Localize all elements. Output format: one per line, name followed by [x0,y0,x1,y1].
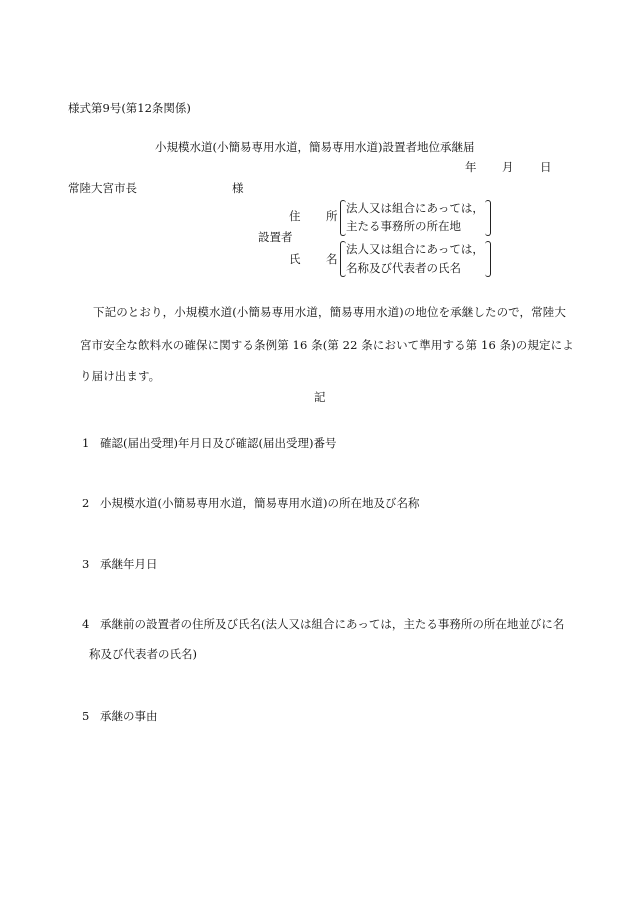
form-number: 様式第9号(第12条関係) [68,101,191,115]
item-1-number: 1 [82,436,90,450]
item-5-number: 5 [82,709,90,723]
item-2-text: 小規模水道(小簡易専用水道，簡易専用水道)の所在地及び名称 [100,496,420,510]
body-line-2: 宮市安全な飲料水の確保に関する条例第 16 条(第 22 条において準用する第 16 条)の規定によ [80,338,574,352]
date-year: 年 [465,160,477,174]
applicant-role-label: 設置者 [258,230,293,244]
item-2-number: 2 [82,496,90,510]
address-note-1: 法人又は組合にあっては， [346,201,484,215]
item-4-text: 承継前の設置者の住所及び氏名(法人又は組合にあっては，主たる事務所の所在地並びに名 [100,617,565,631]
name-bracket-right [485,241,491,277]
item-1-text: 確認(届出受理)年月日及び確認(届出受理)番号 [100,436,337,450]
item-3-text: 承継年月日 [100,557,158,571]
date-month: 月 [502,160,514,174]
addressee-name: 常陸大宮市長 [68,181,137,195]
address-label-2: 所 [326,209,338,223]
name-label-2: 名 [326,252,338,266]
body-line-3: り届け出ます。 [80,369,161,383]
item-4-text-cont: 称及び代表者の氏名) [89,647,197,661]
name-note-1: 法人又は組合にあっては， [346,242,484,256]
ki-heading: 記 [314,390,326,404]
addressee-honorific: 様 [232,181,244,195]
address-bracket-right [485,200,491,236]
item-4-number: 4 [82,617,90,631]
name-label-1: 氏 [289,252,301,266]
name-note-2: 名称及び代表者の氏名 [346,261,461,275]
address-label-1: 住 [289,209,301,223]
document-title: 小規模水道(小簡易専用水道，簡易専用水道)設置者地位承継届 [155,140,475,154]
date-day: 日 [540,160,552,174]
address-note-2: 主たる事務所の所在地 [346,219,461,233]
item-3-number: 3 [82,557,90,571]
body-line-1: 下記のとおり，小規模水道(小簡易専用水道，簡易専用水道)の地位を承継したので，常陸大 [93,305,566,319]
item-5-text: 承継の事由 [100,709,158,723]
